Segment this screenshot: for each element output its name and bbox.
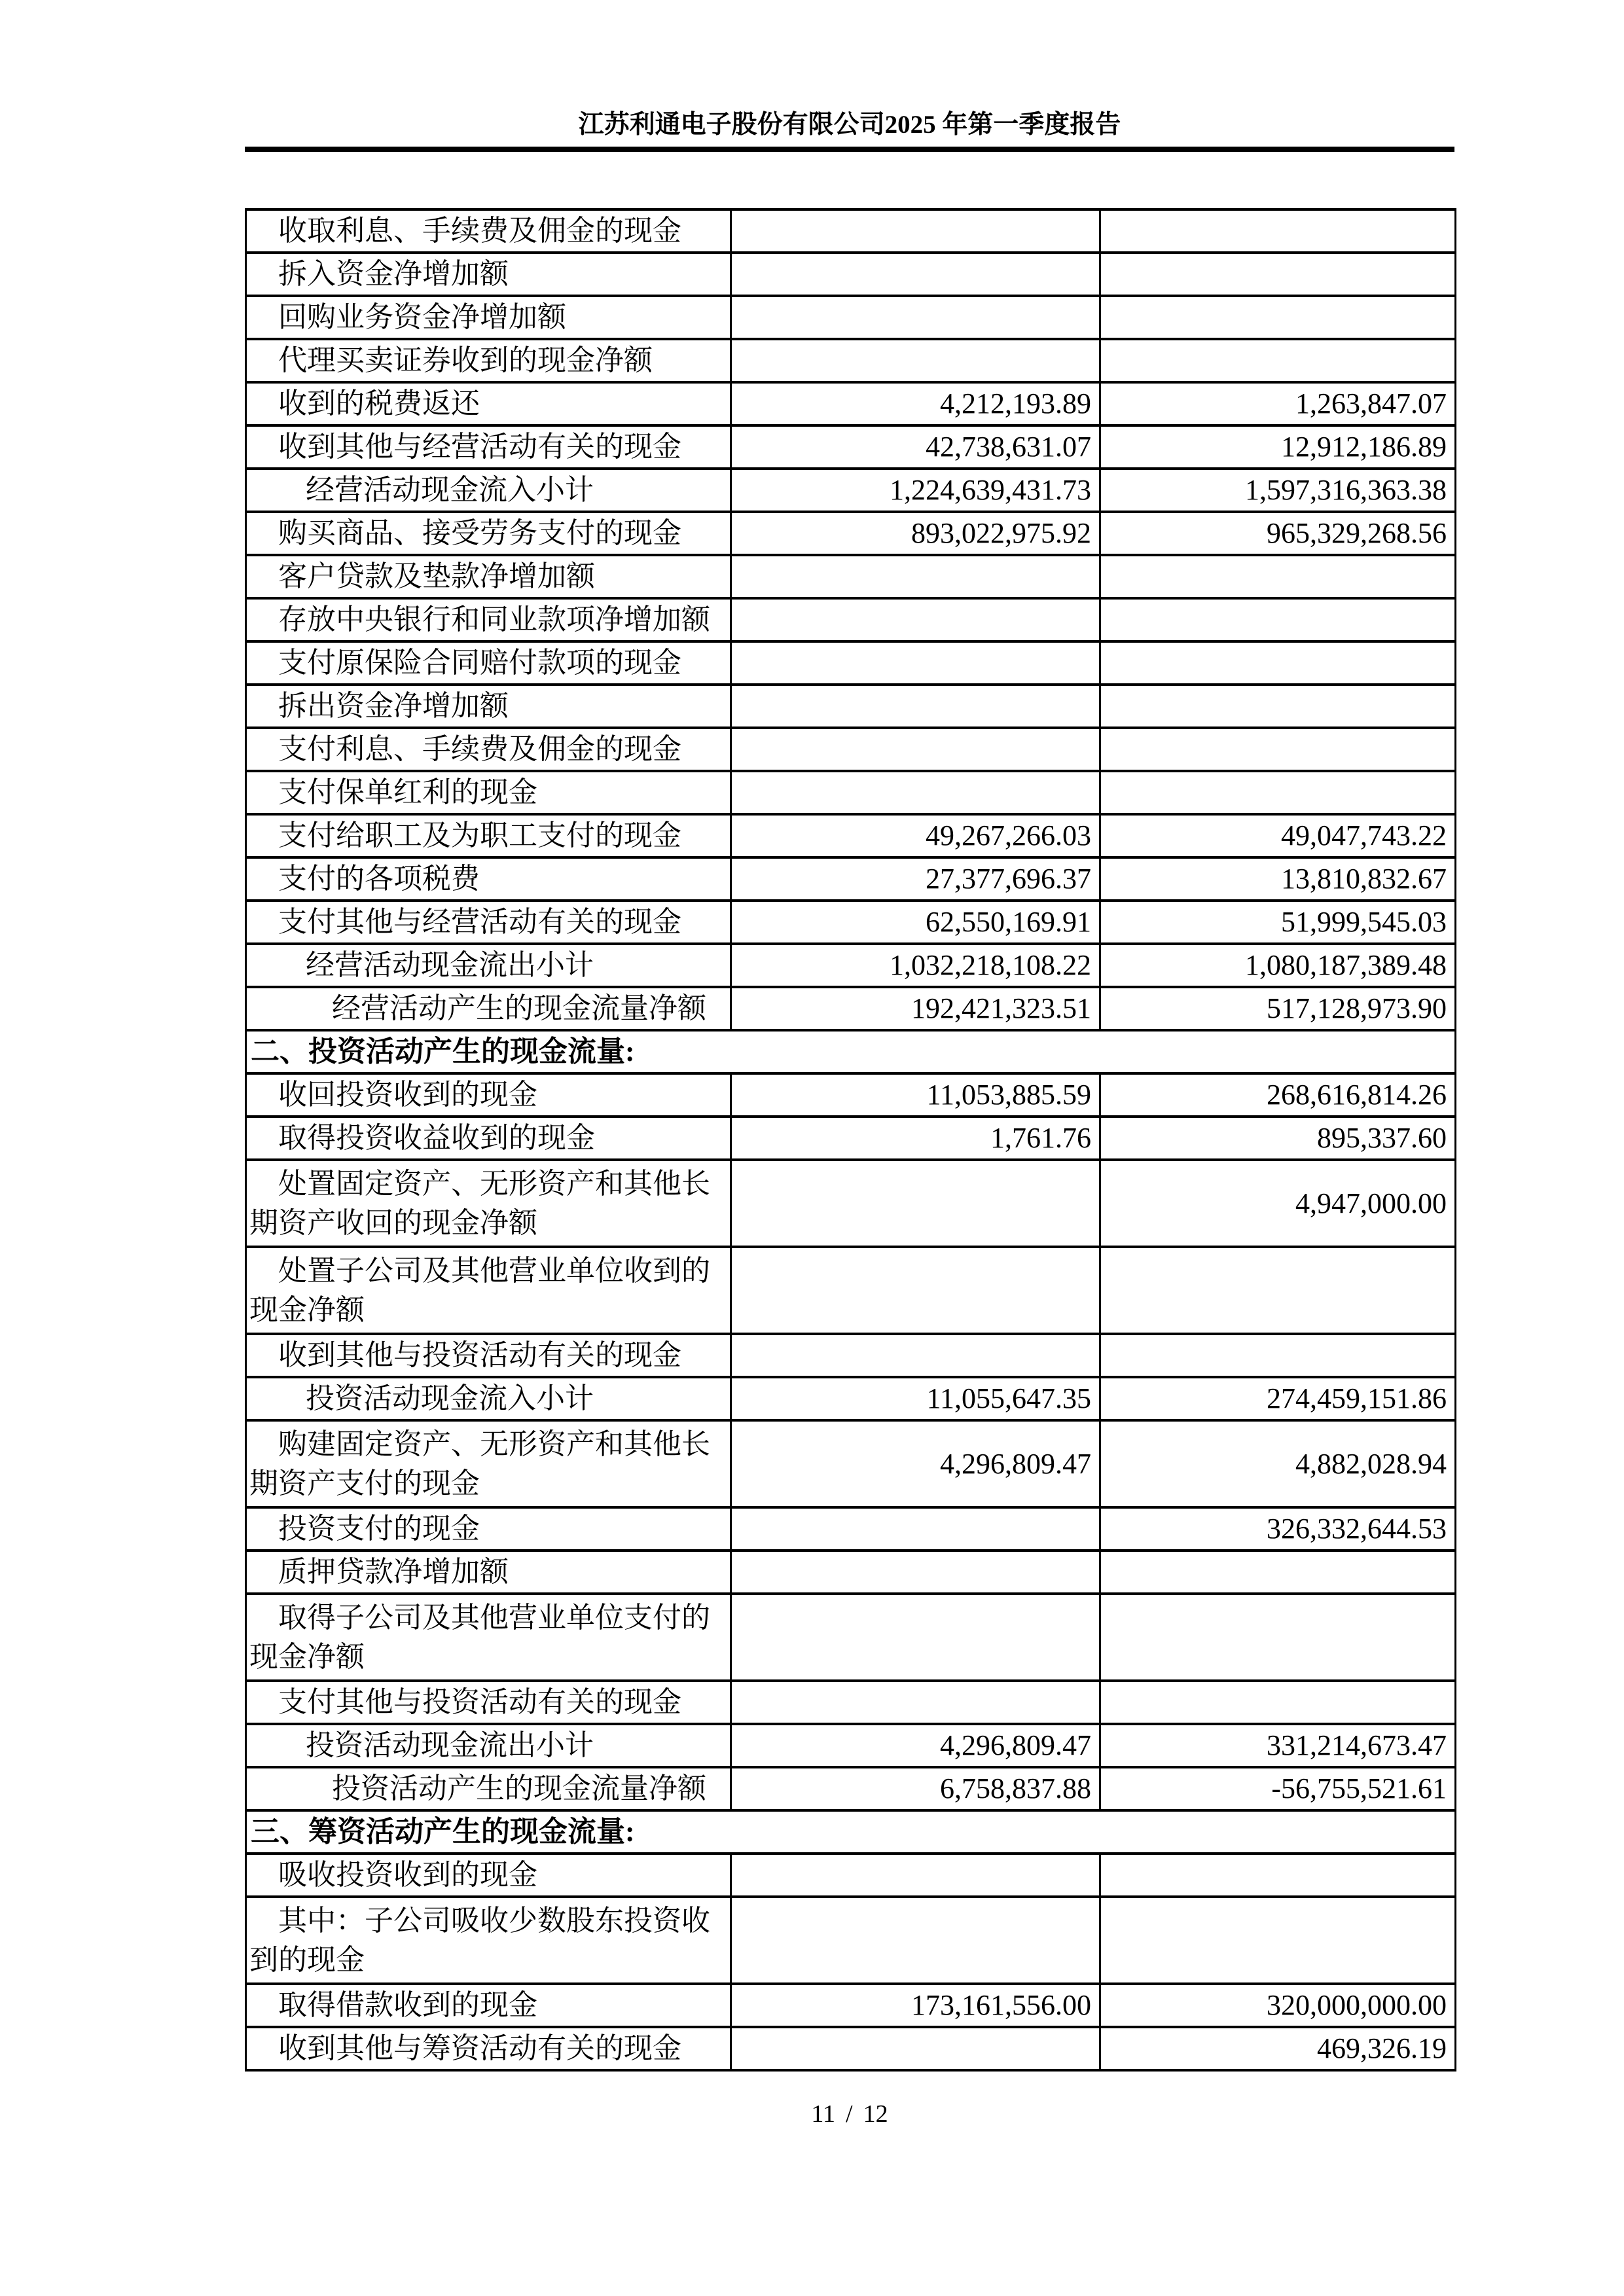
row-label: 投资活动产生的现金流量净额 [246,1767,731,1810]
prior-period-value: 965,329,268.56 [1100,512,1456,555]
row-label: 质押贷款净增加额 [246,1551,731,1594]
table-row [246,1897,1456,1984]
section-header-label: 二、投资活动产生的现金流量: [246,1030,1456,1073]
row-label: 支付原保险合同赔付款项的现金 [246,641,731,685]
prior-period-value: -56,755,521.61 [1100,1767,1456,1810]
prior-period-value [1100,728,1456,771]
current-period-value [731,339,1100,382]
current-period-value: 1,224,639,431.73 [731,469,1100,512]
prior-period-value [1100,1247,1456,1334]
table-row [246,814,1456,857]
prior-period-value [1100,555,1456,598]
current-period-value: 4,212,193.89 [731,382,1100,425]
table-row [246,1551,1456,1594]
prior-period-value: 469,326.19 [1100,2027,1456,2070]
current-period-value: 11,053,885.59 [731,1073,1100,1117]
table-row [246,1681,1456,1724]
prior-period-value [1100,209,1456,253]
current-period-value: 62,550,169.91 [731,901,1100,944]
table-row [246,685,1456,728]
table-row [246,857,1456,901]
table-row [246,1767,1456,1810]
row-label: 支付给职工及为职工支付的现金 [246,814,731,857]
table-row [246,728,1456,771]
table-row [246,1117,1456,1160]
current-period-value: 49,267,266.03 [731,814,1100,857]
row-label: 购建固定资产、无形资产和其他长期资产支付的现金 [246,1420,731,1507]
prior-period-value: 1,263,847.07 [1100,382,1456,425]
prior-period-value [1100,1681,1456,1724]
row-label: 支付的各项税费 [246,857,731,901]
prior-period-value [1100,1897,1456,1984]
row-label: 取得借款收到的现金 [246,1984,731,2027]
prior-period-value [1100,339,1456,382]
prior-period-value: 517,128,973.90 [1100,987,1456,1030]
current-period-value [731,1594,1100,1681]
table-row [246,901,1456,944]
current-period-value: 4,296,809.47 [731,1724,1100,1767]
current-period-value [731,1507,1100,1551]
prior-period-value: 51,999,545.03 [1100,901,1456,944]
current-period-value [731,685,1100,728]
table-row [246,1507,1456,1551]
row-label: 支付利息、手续费及佣金的现金 [246,728,731,771]
table-row [246,469,1456,512]
current-period-value [731,1897,1100,1984]
section-header-row [246,1810,1456,1854]
footer-total-pages: 12 [863,2100,888,2128]
current-period-value [731,555,1100,598]
current-period-value [731,209,1100,253]
row-label: 支付其他与投资活动有关的现金 [246,1681,731,1724]
current-period-value [731,1681,1100,1724]
table-row [246,339,1456,382]
row-label: 收到的税费返还 [246,382,731,425]
current-period-value [731,2027,1100,2070]
section-header-row [246,1030,1456,1073]
prior-period-value [1100,641,1456,685]
table-row [246,555,1456,598]
prior-period-value [1100,253,1456,296]
current-period-value [731,598,1100,641]
table-row [246,1377,1456,1420]
prior-period-value [1100,1551,1456,1594]
row-label: 代理买卖证券收到的现金净额 [246,339,731,382]
section-header-label: 三、筹资活动产生的现金流量: [246,1810,1456,1854]
row-label: 经营活动现金流入小计 [246,469,731,512]
row-label: 收到其他与筹资活动有关的现金 [246,2027,731,2070]
current-period-value [731,1160,1100,1247]
footer-page-separator: / [846,2100,853,2128]
prior-period-value [1100,1334,1456,1377]
row-label: 购买商品、接受劳务支付的现金 [246,512,731,555]
page-header-title: 江苏利通电子股份有限公司2025 年第一季度报告 [578,111,1121,139]
row-label: 投资活动现金流入小计 [246,1377,731,1420]
table-row [246,1247,1456,1334]
row-label: 收回投资收到的现金 [246,1073,731,1117]
prior-period-value: 326,332,644.53 [1100,1507,1456,1551]
table-row [246,253,1456,296]
row-label: 支付其他与经营活动有关的现金 [246,901,731,944]
row-label: 经营活动现金流出小计 [246,944,731,987]
current-period-value [731,728,1100,771]
row-label: 投资支付的现金 [246,1507,731,1551]
row-label: 收到其他与经营活动有关的现金 [246,425,731,469]
row-label: 吸收投资收到的现金 [246,1854,731,1897]
row-label: 其中：子公司吸收少数股东投资收到的现金 [246,1897,731,1984]
page-footer [245,2100,1454,2128]
prior-period-value: 274,459,151.86 [1100,1377,1456,1420]
prior-period-value: 268,616,814.26 [1100,1073,1456,1117]
current-period-value [731,296,1100,339]
current-period-value [731,253,1100,296]
table-row [246,1854,1456,1897]
prior-period-value: 331,214,673.47 [1100,1724,1456,1767]
row-label: 回购业务资金净增加额 [246,296,731,339]
current-period-value: 6,758,837.88 [731,1767,1100,1810]
row-label: 收到其他与投资活动有关的现金 [246,1334,731,1377]
row-label: 客户贷款及垫款净增加额 [246,555,731,598]
table-row [246,1334,1456,1377]
table-row [246,512,1456,555]
table-row [246,987,1456,1030]
table-row [246,209,1456,253]
table-row [246,944,1456,987]
row-label: 取得子公司及其他营业单位支付的现金净额 [246,1594,731,1681]
current-period-value: 1,761.76 [731,1117,1100,1160]
row-label: 取得投资收益收到的现金 [246,1117,731,1160]
current-period-value: 173,161,556.00 [731,1984,1100,2027]
current-period-value [731,1551,1100,1594]
row-label: 支付保单红利的现金 [246,771,731,814]
current-period-value [731,1854,1100,1897]
row-label: 收取利息、手续费及佣金的现金 [246,209,731,253]
current-period-value: 192,421,323.51 [731,987,1100,1030]
prior-period-value: 1,597,316,363.38 [1100,469,1456,512]
table-row [246,382,1456,425]
row-label: 经营活动产生的现金流量净额 [246,987,731,1030]
footer-current-page: 11 [811,2100,836,2128]
prior-period-value: 895,337.60 [1100,1117,1456,1160]
prior-period-value: 1,080,187,389.48 [1100,944,1456,987]
current-period-value [731,641,1100,685]
table-body [246,209,1456,2070]
prior-period-value [1100,771,1456,814]
table-row [246,1724,1456,1767]
row-label: 拆入资金净增加额 [246,253,731,296]
current-period-value: 1,032,218,108.22 [731,944,1100,987]
row-label: 处置子公司及其他营业单位收到的现金净额 [246,1247,731,1334]
cash-flow-statement-table [245,208,1456,2072]
prior-period-value: 4,947,000.00 [1100,1160,1456,1247]
current-period-value [731,1247,1100,1334]
row-label: 拆出资金净增加额 [246,685,731,728]
current-period-value [731,771,1100,814]
table-row [246,1160,1456,1247]
row-label: 存放中央银行和同业款项净增加额 [246,598,731,641]
prior-period-value: 320,000,000.00 [1100,1984,1456,2027]
table-row [246,598,1456,641]
prior-period-value: 49,047,743.22 [1100,814,1456,857]
current-period-value: 893,022,975.92 [731,512,1100,555]
current-period-value [731,1334,1100,1377]
table-row [246,1984,1456,2027]
prior-period-value [1100,296,1456,339]
prior-period-value [1100,1594,1456,1681]
table-row [246,425,1456,469]
table-row [246,296,1456,339]
current-period-value: 27,377,696.37 [731,857,1100,901]
row-label: 投资活动现金流出小计 [246,1724,731,1767]
table-row [246,641,1456,685]
current-period-value: 11,055,647.35 [731,1377,1100,1420]
prior-period-value: 4,882,028.94 [1100,1420,1456,1507]
table-row [246,771,1456,814]
table-row [246,1073,1456,1117]
prior-period-value: 13,810,832.67 [1100,857,1456,901]
header-rule [245,147,1454,152]
current-period-value: 42,738,631.07 [731,425,1100,469]
current-period-value: 4,296,809.47 [731,1420,1100,1507]
table-row [246,1594,1456,1681]
table-row [246,2027,1456,2070]
prior-period-value: 12,912,186.89 [1100,425,1456,469]
prior-period-value [1100,598,1456,641]
prior-period-value [1100,685,1456,728]
row-label: 处置固定资产、无形资产和其他长期资产收回的现金净额 [246,1160,731,1247]
prior-period-value [1100,1854,1456,1897]
table-row [246,1420,1456,1507]
